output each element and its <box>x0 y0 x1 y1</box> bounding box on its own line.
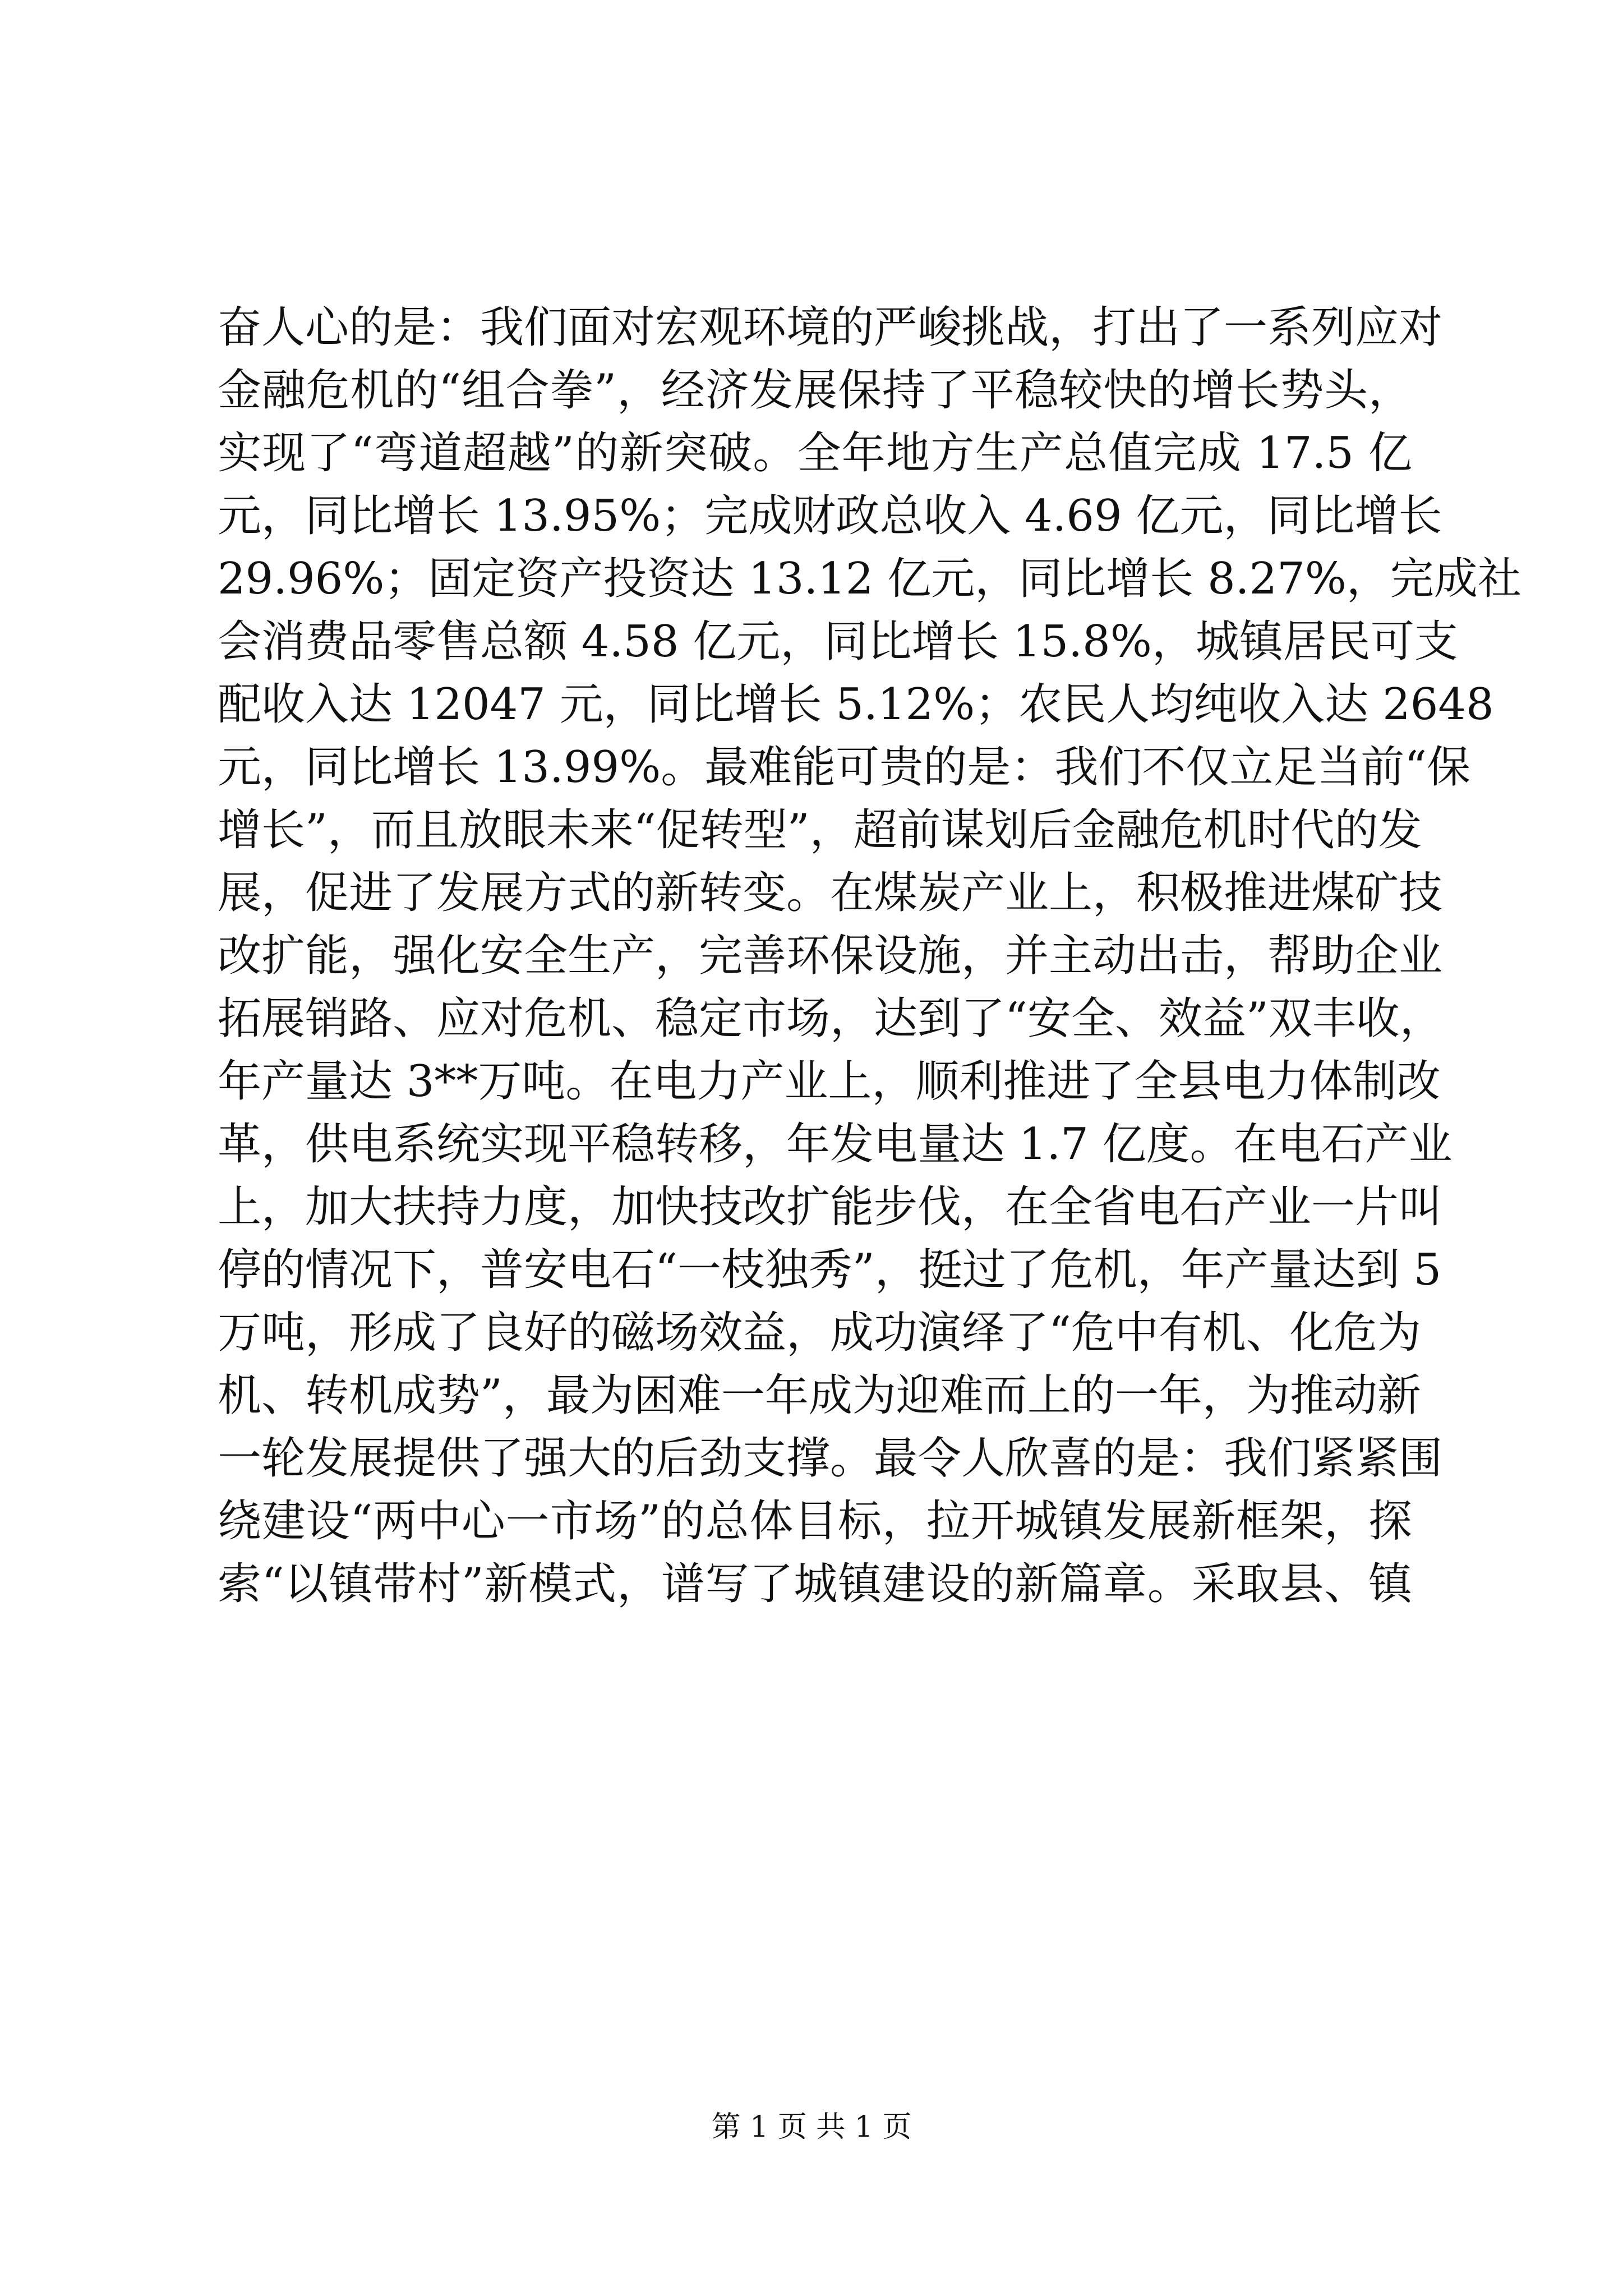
body-line: 停的情况下，普安电石“一枝独秀”，挺过了危机，年产量达到 5 <box>218 1245 1442 1295</box>
body-line: 金融危机的“组合拳”，经济发展保持了平稳较快的增长势头， <box>218 365 1412 416</box>
body-line: 一轮发展提供了强大的后劲支撑。最令人欣喜的是：我们紧紧围 <box>218 1433 1443 1484</box>
body-line: 拓展销路、应对危机、稳定市场，达到了“安全、效益”双丰收， <box>218 993 1444 1044</box>
body-line: 奋人心的是：我们面对宏观环境的严峻挑战，打出了一系列应对 <box>218 302 1443 353</box>
body-line: 元，同比增长 13.99%。最难能可贵的是：我们不仅立足当前“保 <box>218 742 1471 793</box>
body-line: 改扩能，强化安全生产，完善环保设施，并主动出击，帮助企业 <box>218 931 1443 981</box>
body-line: 革，供电系统实现平稳转移，年发电量达 1.7 亿度。在电石产业 <box>218 1119 1453 1170</box>
body-line: 万吨，形成了良好的磁场效益，成功演绎了“危中有机、化危为 <box>218 1308 1421 1358</box>
body-line: 元，同比增长 13.95%；完成财政总收入 4.69 亿元，同比增长 <box>218 491 1442 541</box>
body-line: 机、转机成势”，最为困难一年成为迎难而上的一年，为推动新 <box>218 1370 1421 1421</box>
body-line: 实现了“弯道超越”的新突破。全年地方生产总值完成 17.5 亿 <box>218 428 1412 478</box>
body-line: 上，加大扶持力度，加快技改扩能步伐，在全省电石产业一片叫 <box>218 1182 1443 1232</box>
body-line: 绕建设“两中心一市场”的总体目标，拉开城镇发展新框架，探 <box>218 1496 1412 1547</box>
body-line: 会消费品零售总额 4.58 亿元，同比增长 15.8%，城镇居民可支 <box>218 616 1458 667</box>
body-line: 配收入达 12047 元，同比增长 5.12%；农民人均纯收入达 2648 <box>218 679 1494 730</box>
body-line: 索“以镇带村”新模式，谱写了城镇建设的新篇章。采取县、镇 <box>218 1559 1412 1609</box>
page-footer: 第 1 页 共 1 页 <box>711 2110 912 2144</box>
body-line: 29.96%；固定资产投资达 13.12 亿元，同比增长 8.27%，完成社 <box>218 554 1521 604</box>
body-line: 年产量达 3**万吨。在电力产业上，顺利推进了全县电力体制改 <box>218 1056 1441 1107</box>
body-line: 展，促进了发展方式的新转变。在煤炭产业上，积极推进煤矿技 <box>218 868 1443 918</box>
body-line: 增长”，而且放眼未来“促转型”，超前谋划后金融危机时代的发 <box>218 805 1422 855</box>
body-text <box>218 296 1521 1616</box>
